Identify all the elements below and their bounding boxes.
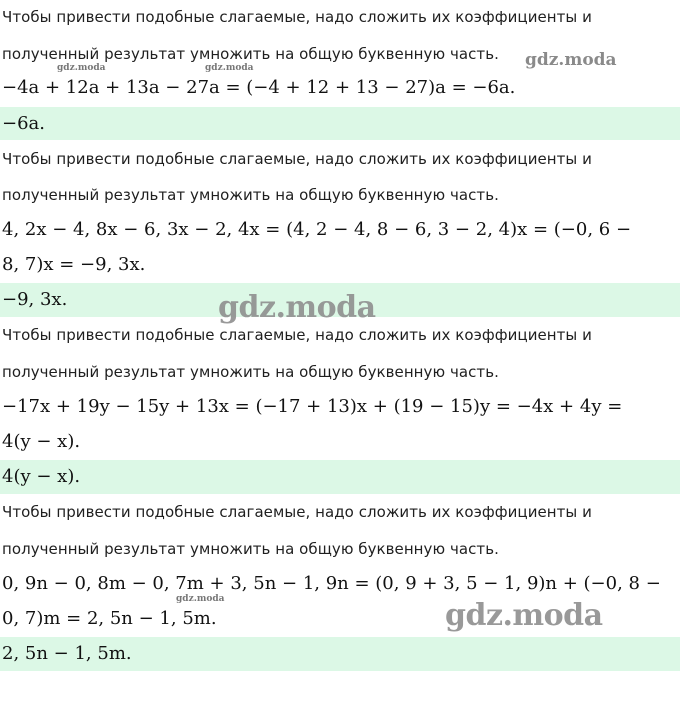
solution-line: 0, 7)m = 2, 5n − 1, 5m. <box>2 608 217 629</box>
solution-line: 4, 2x − 4, 8x − 6, 3x − 2, 4x = (4, 2 − 4, 8 − 6, 3 − 2, 4)x = (−0, 6 − <box>2 219 632 240</box>
solution-line: −4a + 12a + 13a − 27a = (−4 + 12 + 13 − 27)a = −6a. <box>2 77 516 98</box>
explanation-line: полученный результат умножить на общую буквенную часть. <box>2 45 499 63</box>
answer-text: 2, 5n − 1, 5m. <box>2 643 132 664</box>
watermark-large: gdz.moda <box>218 290 376 325</box>
solution-line: 8, 7)x = −9, 3x. <box>2 254 146 275</box>
explanation-line: Чтобы привести подобные слагаемые, надо сложить их коэффициенты и <box>2 150 592 168</box>
answer-band <box>0 460 680 494</box>
explanation-line: полученный результат умножить на общую буквенную часть. <box>2 186 499 204</box>
explanation-line: Чтобы привести подобные слагаемые, надо сложить их коэффициенты и <box>2 326 592 344</box>
explanation-line: Чтобы привести подобные слагаемые, надо сложить их коэффициенты и <box>2 503 592 521</box>
explanation-line: полученный результат умножить на общую буквенную часть. <box>2 540 499 558</box>
answer-text: −6a. <box>2 113 45 134</box>
watermark-small: gdz.moda <box>57 63 106 73</box>
explanation-line: Чтобы привести подобные слагаемые, надо сложить их коэффициенты и <box>2 8 592 26</box>
watermark-large: gdz.moda <box>445 598 603 633</box>
watermark-small: gdz.moda <box>205 63 254 73</box>
watermark-small: gdz.moda <box>176 594 225 604</box>
answer-text: −9, 3x. <box>2 289 68 310</box>
solution-line: 4(y − x). <box>2 431 81 452</box>
watermark-medium: gdz.moda <box>525 50 617 70</box>
solution-line: −17x + 19y − 15y + 13x = (−17 + 13)x + (19 − 15)y = −4x + 4y = <box>2 396 623 417</box>
answer-text: 4(y − x). <box>2 466 81 487</box>
solution-line: 0, 9n − 0, 8m − 0, 7m + 3, 5n − 1, 9n = (0, 9 + 3, 5 − 1, 9)n + (−0, 8 − <box>2 573 661 594</box>
answer-band <box>0 107 680 140</box>
explanation-line: полученный результат умножить на общую буквенную часть. <box>2 363 499 381</box>
